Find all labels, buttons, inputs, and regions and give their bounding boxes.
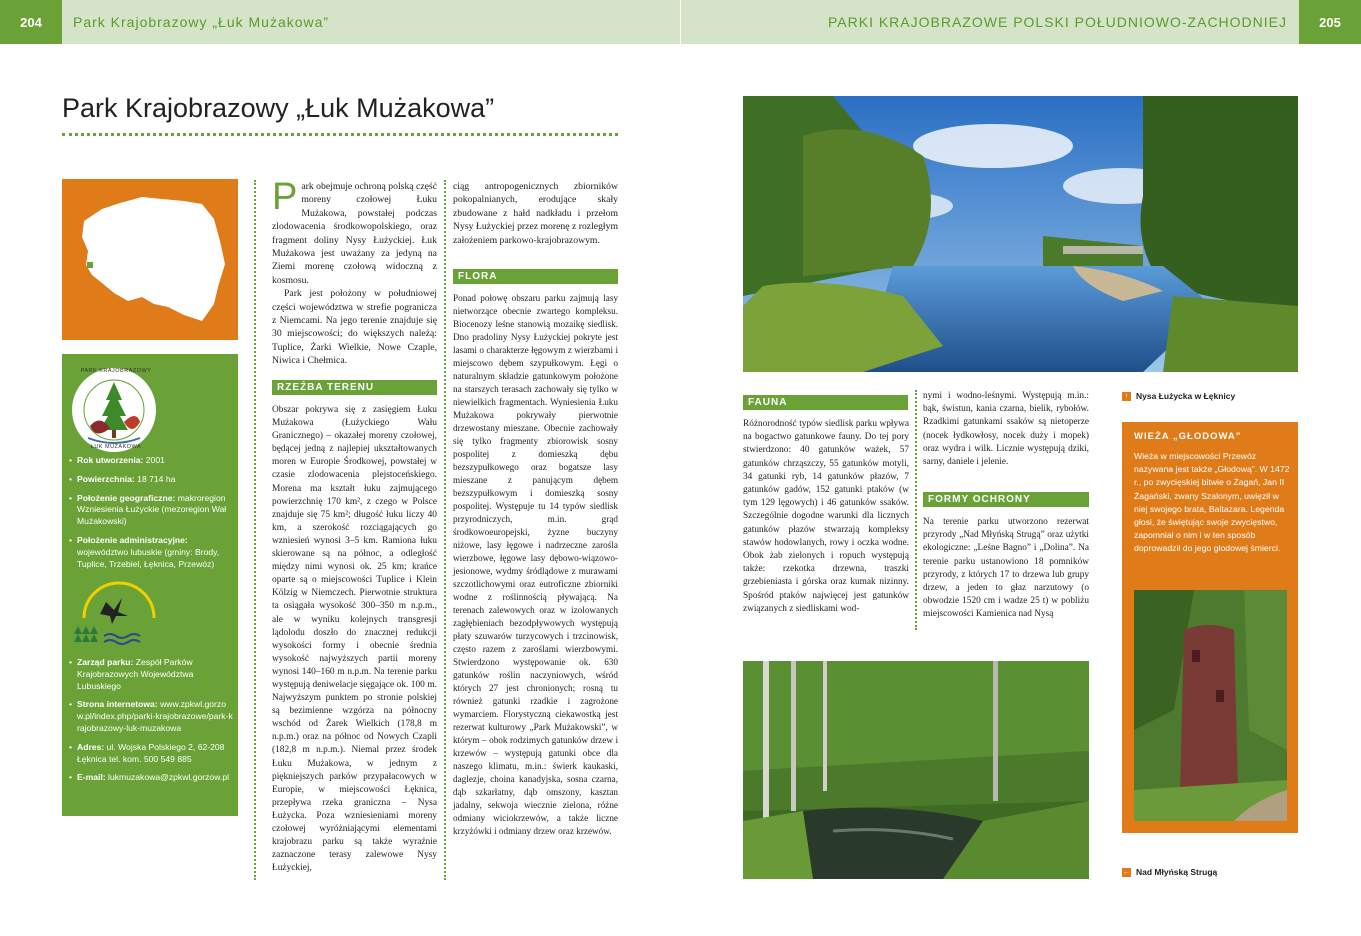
photo-mlynska-struga <box>743 661 1089 879</box>
column-divider-3 <box>915 390 917 630</box>
fact-admin-location: • Położenie administracyjne: województwo lubuskie (gminy: Brody, Tuplice, Trzebiel, Łęknica, Przewóz) <box>68 535 234 570</box>
title-divider <box>62 133 618 136</box>
contact-address: • Adres: ul. Wojska Polskiego 2, 62-208 Łęknica tel. kom. 500 549 885 <box>68 742 234 766</box>
section-heading-fauna: FAUNA <box>743 395 908 410</box>
section-heading-formy: FORMY OCHRONY PRZYRODY <box>923 492 1089 507</box>
caption-photo-1: ↑ Nysa Łużycka w Łęknicy <box>1122 391 1235 401</box>
left-running-title: Park Krajobrazowy „Łuk Mużakowa” <box>73 14 330 30</box>
intro-paragraph-2: Park jest położony w południowej części województwa w strefie pogranicza z Niemcami. Na jego terenie znajduje się 30 miejscowości; do większych należą: Tuplice, Żarki Wielkie, Nowe Czaple, Niwica i Chełmica. <box>272 288 437 367</box>
fact-year: • Rok utworzenia: 2001 <box>68 455 234 467</box>
photo-nysa-luzycka <box>743 96 1298 372</box>
poland-map-icon <box>62 179 238 340</box>
caption-arrow-icon: ↑ <box>1122 392 1131 401</box>
right-page-number: 205 <box>1299 0 1361 44</box>
contact-management: • Zarząd parku: Zespół Parków Krajobrazowych Województwa Lubuskiego <box>68 657 234 692</box>
dropcap: P <box>272 176 298 218</box>
fact-geo-location: • Położenie geograficzne: makroregion Wzniesienia Łużyckie (mezoregion Wał Mużakowski) <box>68 493 234 528</box>
right-running-title: PARKI KRAJOBRAZOWE POLSKI POŁUDNIOWO-ZACHODNIEJ <box>827 14 1287 30</box>
photo-tower <box>1134 590 1287 821</box>
caption-arrow-icon: ← <box>1123 868 1130 876</box>
col2-top-text: ciąg antropogenicznych zbiorników pokopalnianych, erodujące skały zbudowane z hałd nadkładu i przełom Nysy Łużyckiej przez morenę z rozległym założeniem parkowo-krajobrazowym. <box>453 181 618 246</box>
section-text-rzezba: Obszar pokrywa się z zasięgiem Łuku Mużakowa (Łużyckiego Wału Granicznego) – okazałej moreny czołowej, będącej jedną z najlepiej ukształtowanych moren w Europie Środkowej, powstałej w czasie zlodowacenia plejstoceńskiego. Morena ma kształt łuku zajmującego powierzchnię 170 km², z czego w Polsce znajduje się 75 km²; długość łuku liczy 40 km, a szerokość rozciągających go wzniesień wynosi 3–5 km. Ramiona łuku skierowane są na północ, a odległość między nimi wynosi ok. 25 km; krańce oparte są o miejscowości Tuplice i Klein Kölzig w Niemczech. Pierwotnie struktura ta osiągała wysokość 300–350 m n.p.m., ale w wyniku kolejnych transgresji lądolodu doszło do znacznej redukcji wysokości formy i obecnie średnia wysokość najwyższych partii moreny wynosi 140–160 m n.p.m. Na terenie parku występują deniwelacje sięgające ok. 100 m. Najwyższym punktem po stronie polskiej są bezimienne wzgórza na północny wschód od Żarek Wielkich (178,8 m n.p.m.) oraz na północ od Nowych Czapli (182,8 m n.p.m.). Niemal przez środek Łuku Mużakowa, w jednym z piękniejszych parków przypałacowych w Europie, w miejscowości Łęknica, przepływa rzeka graniczna – Nysa Łużycka. Poza wzniesieniami moreny czołowej wyróżniającymi elementami krajobrazu parku są także wyraźnie zaznaczone terasy zalewowe Nysy Łużyckiej, <box>272 405 437 874</box>
section-heading-flora: FLORA <box>453 269 618 284</box>
tower-heading: WIEŻA „GŁODOWA” <box>1134 431 1242 442</box>
tower-info-box <box>1122 422 1298 833</box>
section-heading-rzezba: RZEŹBA TERENU <box>272 380 437 395</box>
contact-website: • Strona internetowa: www.zpkwl.gorzow.pl/index.php/parki-krajobrazowe/park-krajobrazowy-luk-muzakowa <box>68 699 234 734</box>
park-contact-list <box>68 657 234 791</box>
fact-area: • Powierzchnia: 18 714 ha <box>68 474 234 486</box>
col5-top-text: nymi i wodno-leśnymi. Występują m.in.: bąk, świstun, kania czarna, bielik, rybołów. Rzadkimi gatunkami ssaków są nietoperze (nocek łydkowłosy, nocek duży i mopek) oraz wydra i wilk. Licznie występują dziki, sarny, daniele i jelenie. <box>923 391 1089 468</box>
column-divider-2 <box>444 180 446 880</box>
tower-text: Wieża w miejscowości Przewóz nazywana jest także „Głodową”. W 1472 r., po zwycięskiej bitwie o Żagań, Jan II Żagański, zwany Szalonym, uwięził w niej swojego brata, Baltazara. Legenda głosi, że świętując swoje zwycięstwo, zapomniał o nim i w ten sposób doprowadził do jego głodowej śmierci. <box>1134 451 1290 554</box>
park-location-marker <box>87 262 93 268</box>
intro-text <box>272 176 437 368</box>
caption-photo-2: ← Nad Młyńską Strugą <box>1123 867 1218 877</box>
section-text-flora: Ponad połowę obszaru parku zajmują lasy nietworzące obecnie zwartego kompleksu. Biocenozy leśne stanowią mozaikę siedlisk. Dno pradoliny Nysy Łużyckiej pokryte jest lasami o charakterze łęgowym z wierzbami i miejscowo dębem szypułkowym. Łęgi o naturalnym składzie gatunkowym położone na starszych terasach zachowały się tylko w niewielkich fragmentach. Wyniesienia Łuku Mużakowa pokrywały pierwotnie drzewostany mieszane. Obecnie zachowały się tylko fragmenty zbiorowisk sosny pospolitej z domieszką dębu bezszypułkowego oraz bogatsze lasy mieszane z panującym dębem bezszypułkowym i domieszką sosny pospolitej. Występuje tu 14 typów siedlisk przyrodniczych, m.in. grąd środkowoeuropejski, żyzne buczyny niżowe, lasy łęgowe i nadrzeczne zarośla wierzbowe, łęgowe lasy dębowo-wiązowo-jesionowe, wydmy śródlądowe z murawami szczotlichowymi oraz eutroficzne zbiorniki wodne z roślinnością pływającą. Na terenach zalewowych oraz w izolowanych zagłębieniach bezodpływowych występują płaty szuwarów turzycowych i trzcinowisk, często razem z zaroślami wierzbowymi. Stwierdzono występowanie ok. 630 gatunków roślin naczyniowych, wśród których 27 jest chronionych; rosną tu również gatunki rzadkie i zagrożone wymarciem. Florystyczną ciekawostką jest rezerwat kulturowy „Park Mużakowski”, w którym – obok rodzimych gatunków drzew i krzewów – występują gatunki obce dla naszego klimatu, m.in.: świerk kaukaski, daglezje, choina kanadyjska, sosna czarna, dąb szkarłatny, dąb omszony, kasztan jadalny, sekwoja wiecznie zielona, różne odmiany wiciokrzewów, a także liczne krzyżówki i odmiany drzew oraz krzewów. <box>453 293 618 836</box>
logo-top-text: PARK KRAJOBRAZOWY <box>80 368 152 374</box>
logo-bottom-text: ŁUK MUŻAKOWA <box>90 444 142 450</box>
section-text-fauna: Różnorodność typów siedlisk parku wpływa na bogactwo gatunkowe fauny. Do tej pory stwierdzono: 40 gatunków ważek, 57 gatunków chrząszczy, 55 gatunków motyli, 34 gatunki ryb, 14 gatunków płazów, 7 gatunków gadów, 152 gatunki ptaków (w tym 129 lęgowych) i 46 gatunków ssaków. Szczególnie dogodne warunki dla licznych gatunków płazów stwarzają kompleksy stawów hodowlanych, rowy i oczka wodne. Obok żab zielonych i ropuch występują także: rzekotka drzewna, traszki grzebieniasta i górska oraz kumak nizinny. Spośród ptaków najwięcej jest gatunków związanych z siedliskami wod- <box>743 419 909 614</box>
park-logo-icon <box>70 366 158 454</box>
poland-map-box <box>62 179 238 340</box>
column-divider-1 <box>254 180 256 880</box>
page-title: Park Krajobrazowy „Łuk Mużakowa” <box>62 93 495 123</box>
park-info-box <box>62 354 238 816</box>
contact-email: • E-mail: lukmuzakowa@zpkwl.gorzow.pl <box>68 772 234 784</box>
left-page-number: 204 <box>0 0 62 44</box>
eagle-emblem-icon <box>70 580 158 646</box>
intro-paragraph-1: ark obejmuje ochroną polską część moreny czołowej Łuku Mużakowa, powstałej podczas zlodowacenia środkowopolskiego, oraz fragment doliny Nysy Łużyckiej. Łuk Mużakowa jest uważany za jedyną na Ziemi morenę czołową widoczną z kosmosu. <box>272 181 437 286</box>
section-text-formy: Na terenie parku utworzono rezerwat przyrody „Nad Młyńską Strugą” oraz użytki ekologiczne: „Leśne Bagno” i „Dolina”. Na terenie parku ustanowiono 18 pomników przyrody, z których 17 to drzewa lub grupy drzew, a jeden to głaz narzutowy (o obwodzie 1520 cm i wadze 25 t) w pobliżu miejscowości Kamienica nad Nysą <box>923 517 1089 620</box>
park-facts-list <box>68 455 234 577</box>
